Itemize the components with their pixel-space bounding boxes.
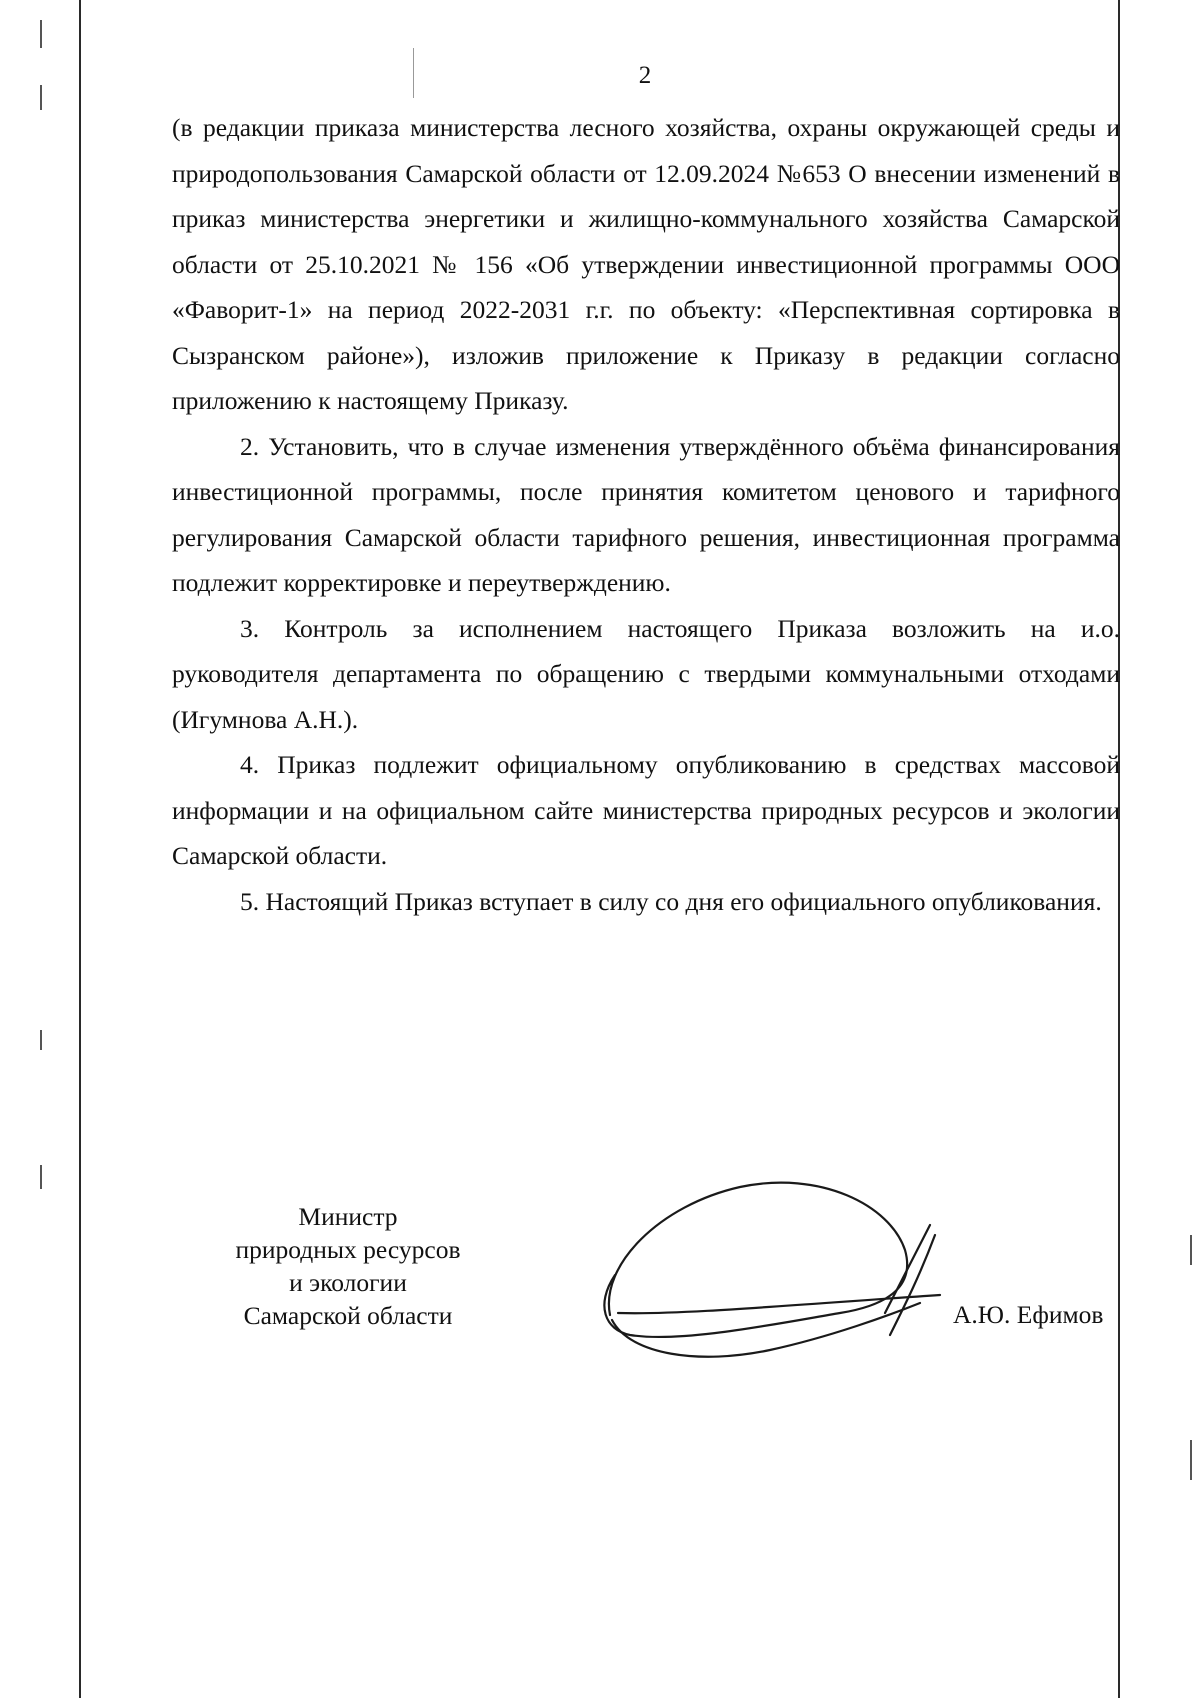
signatory-title-line: Министр	[298, 1202, 398, 1231]
paragraph-item-5: 5. Настоящий Приказ вступает в силу со дня его официального опубликования.	[240, 886, 1102, 916]
paragraph-item-4: 4. Приказ подлежит официальному опубликованию в средствах массовой информации и на официальном сайте министерства природных ресурсов и экологии Самарской области.	[172, 750, 1120, 870]
signatory-title	[198, 1200, 498, 1332]
scan-edge-left	[79, 0, 81, 1698]
scan-speck	[1190, 1440, 1192, 1480]
paragraph-item-2: 2. Установить, что в случае изменения утверждённого объёма финансирования инвестиционной программы, после принятия комитетом ценового и тарифного регулирования Самарской области тарифного решения, инвестиционная программа подлежит корректировке и переутверждению.	[172, 431, 1120, 597]
paragraph-continuation: (в редакции приказа министерства лесного хозяйства, охраны окружающей среды и природопользования Самарской области от 12.09.2024 №653 О внесении изменений в приказ министерства энергетики и жилищно-коммунального хозяйства Самарской области от 25.10.2021 № 156 «Об утверждении инвестиционной программы ООО «Фаворит-1» на период 2022-2031 г.г. по объекту: «Перспективная сортировка в Сызранском районе»), изложив приложение к Приказу в редакции согласно приложению к настоящему Приказу.	[172, 113, 1120, 415]
scan-speck	[40, 1030, 42, 1050]
signatory-title-line: природных ресурсов	[235, 1235, 461, 1264]
scan-speck	[1190, 1235, 1192, 1265]
signatory-name: А.Ю. Ефимов	[953, 1300, 1104, 1329]
page-number: 2	[638, 62, 652, 89]
handwritten-signature	[590, 1165, 980, 1375]
document-body	[172, 105, 1120, 924]
paragraph-item-3: 3. Контроль за исполнением настоящего Приказа возложить на и.о. руководителя департамента по обращению с твердыми коммунальными отходами (Игумнова А.Н.).	[172, 613, 1120, 734]
scan-speck	[40, 20, 42, 48]
scan-speck	[40, 1165, 42, 1189]
signatory-title-line: Самарской области	[243, 1301, 453, 1330]
signatory-title-line: и экологии	[289, 1268, 407, 1297]
